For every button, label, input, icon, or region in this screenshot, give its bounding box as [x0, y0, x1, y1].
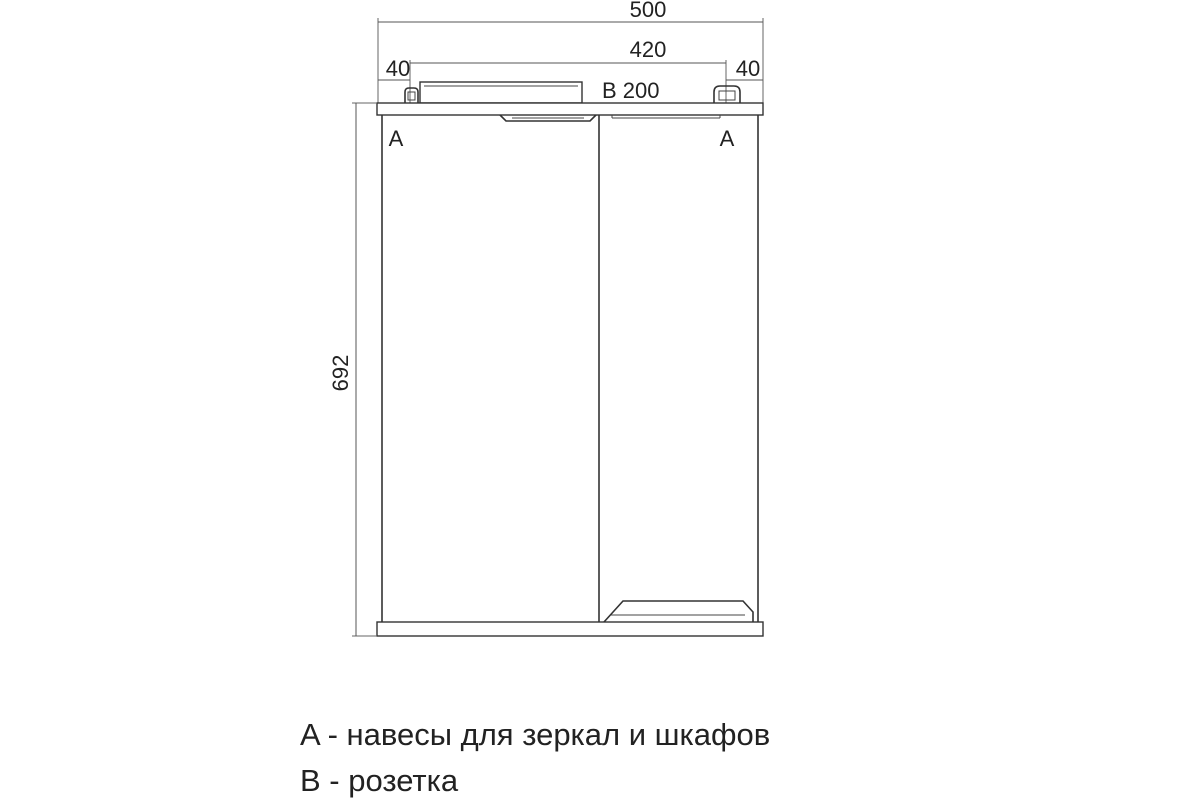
left-hanger-marker: A: [388, 126, 404, 151]
bottom-panel: [377, 622, 763, 636]
right-offset-label: 40: [735, 56, 761, 81]
overall-width-label: 500: [629, 0, 667, 22]
inner-width-label: 420: [629, 37, 667, 62]
socket-width-label: B 200: [602, 78, 660, 103]
legend: [300, 712, 770, 804]
height-dimension: [328, 103, 377, 636]
socket-box: [420, 78, 660, 103]
top-panel: [377, 103, 763, 115]
cabinet-body: [382, 115, 758, 622]
right-hanger-marker: A: [719, 126, 735, 151]
height-label: 692: [328, 354, 353, 392]
right-hanger-bracket: [714, 86, 740, 103]
top-lamp-fixture: [500, 115, 720, 121]
left-hanger-bracket: [405, 88, 418, 103]
left-offset-label: 40: [385, 56, 411, 81]
right-offset-dimension: [726, 56, 763, 81]
legend-item-socket: B - розетка: [300, 763, 459, 798]
bottom-shelf: [604, 601, 753, 622]
left-offset-dimension: [378, 56, 410, 81]
legend-item-hangers: A - навесы для зеркал и шкафов: [300, 717, 771, 752]
